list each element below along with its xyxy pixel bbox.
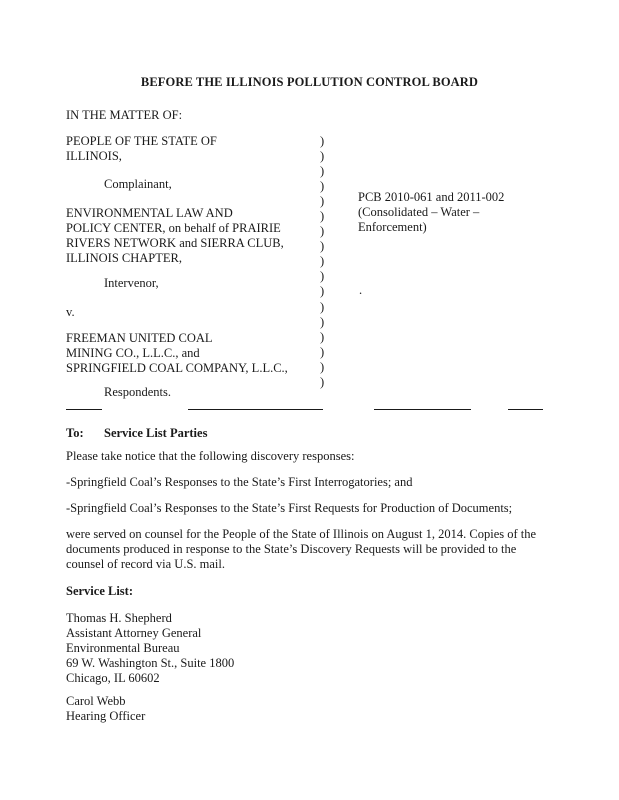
served-paragraph [66, 527, 536, 572]
case-number-line: PCB 2010-061 and 2011-002 [358, 190, 505, 204]
caption-rule [66, 409, 102, 410]
caption-parentheses [320, 134, 324, 390]
paragraph-line: counsel of record via U.S. mail. [66, 557, 225, 571]
respondent-line: SPRINGFIELD COAL COMPANY, L.L.C., [66, 361, 288, 375]
caption-rule [188, 409, 323, 410]
caption-paren: ) [320, 239, 325, 254]
contact-line: Assistant Attorney General [66, 626, 202, 640]
respondent-line: FREEMAN UNITED COAL [66, 331, 213, 345]
caption-rule [374, 409, 471, 410]
caption-paren: ) [320, 329, 325, 344]
contact-line: 69 W. Washington St., Suite 1800 [66, 656, 235, 670]
caption-paren: ) [320, 254, 325, 269]
caption-paren: ) [320, 359, 325, 374]
case-number-block [358, 190, 504, 235]
caption-paren: ) [320, 194, 325, 209]
in-the-matter-heading: IN THE MATTER OF: [66, 108, 183, 122]
complainant-label: Complainant, [104, 177, 172, 191]
caption-paren: ) [320, 284, 325, 299]
caption-paren: ) [320, 224, 325, 239]
contact-line: Thomas H. Shepherd [66, 611, 172, 625]
contact-line: Carol Webb [66, 694, 126, 708]
service-contact [66, 611, 234, 686]
plaintiff-line: PEOPLE OF THE STATE OF [66, 134, 217, 148]
respondent-block [66, 331, 288, 376]
intervenor-line: ILLINOIS CHAPTER, [66, 251, 182, 265]
case-number-line: (Consolidated – Water – [358, 205, 480, 219]
caption-rule [508, 409, 543, 410]
intervenor-role: Intervenor, [104, 276, 159, 290]
notice-intro: Please take notice that the following discovery responses: [66, 449, 355, 463]
caption-paren: ) [320, 269, 325, 284]
intervenor-block [66, 206, 284, 266]
to-value: Service List Parties [104, 426, 208, 440]
intervenor-line: RIVERS NETWORK and SIERRA CLUB, [66, 236, 284, 250]
caption-paren: ) [320, 374, 325, 389]
respondent-line: MINING CO., L.L.C., and [66, 346, 200, 360]
paragraph-line: were served on counsel for the People of the State of Illinois on August 1, 2014. Copies of the [66, 527, 537, 541]
respondents-role: Respondents. [104, 385, 172, 399]
caption-paren: ) [320, 209, 325, 224]
versus: v. [66, 305, 75, 319]
caption-paren: ) [320, 299, 325, 314]
to-label: To: [66, 426, 84, 440]
plaintiff-block [66, 134, 217, 164]
caption-paren: ) [320, 344, 325, 359]
contact-line: Environmental Bureau [66, 641, 180, 655]
paragraph-line: documents produced in response to the State’s Discovery Requests will be provided to the [66, 542, 517, 556]
caption-paren: ) [320, 179, 325, 194]
caption-paren: ) [320, 134, 325, 148]
contact-line: Hearing Officer [66, 709, 146, 723]
document-title: BEFORE THE ILLINOIS POLLUTION CONTROL BOARD [140, 75, 479, 89]
plaintiff-line: ILLINOIS, [66, 149, 122, 163]
caption-paren: ) [320, 149, 325, 164]
notice-item: -Springfield Coal’s Responses to the State’s First Requests for Production of Documents; [66, 501, 513, 515]
caption-paren: ) [320, 314, 325, 329]
contact-line: Chicago, IL 60602 [66, 671, 160, 685]
case-number-line: Enforcement) [358, 220, 427, 234]
service-contact [66, 694, 145, 724]
intervenor-line: POLICY CENTER, on behalf of PRAIRIE [66, 221, 281, 235]
service-list-heading: Service List: [66, 584, 133, 598]
notice-item: -Springfield Coal’s Responses to the State’s First Interrogatories; and [66, 475, 413, 489]
intervenor-line: ENVIRONMENTAL LAW AND [66, 206, 233, 220]
caption-paren: ) [320, 164, 325, 179]
stray-mark: . [359, 283, 363, 297]
